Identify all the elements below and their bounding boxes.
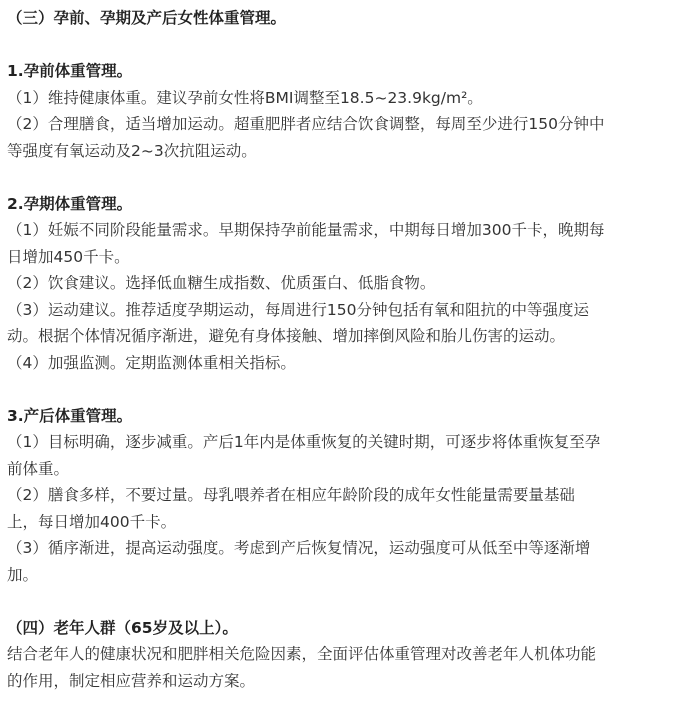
section-3-title: （三）孕前、孕期及产后女性体重管理。	[7, 9, 287, 27]
document-body	[7, 0, 691, 694]
postpartum-item-3-line-1: （3）循序渐进，提高运动强度。考虑到产后恢复情况，运动强度可从低至中等逐渐增	[7, 539, 591, 557]
postpartum-item-1-line-1: （1）目标明确，逐步减重。产后1年内是体重恢复的关键时期，可逐步将体重恢复至孕	[7, 433, 601, 451]
pregnancy-heading: 2.孕期体重管理。	[7, 194, 133, 213]
postpartum-heading: 3.产后体重管理。	[7, 406, 133, 425]
pregnancy-item-2: （2）饮食建议。选择低血糖生成指数、优质蛋白、低脂食物。	[7, 274, 436, 292]
prepregnancy-item-2-line-1: （2）合理膳食，适当增加运动。超重肥胖者应结合饮食调整，每周至少进行150分钟中	[7, 115, 605, 133]
pregnancy-item-4: （4）加强监测。定期监测体重相关指标。	[7, 353, 296, 372]
spacer	[7, 32, 691, 59]
prepregnancy-heading: 1.孕前体重管理。	[7, 62, 133, 80]
postpartum-item-1-line-2: 前体重。	[7, 459, 70, 478]
pregnancy-item-3-line-1: （3）运动建议。推荐适度孕期运动，每周进行150分钟包括有氧和阻抗的中等强度运	[7, 300, 589, 319]
postpartum-item-2-line-1: （2）膳食多样，不要过量。母乳喂养者在相应年龄阶段的成年女性能量需要量基础	[7, 486, 575, 504]
section-4-title: （四）老年人群（65岁及以上）。	[7, 618, 238, 637]
pregnancy-item-1-line-2: 日增加450千卡。	[7, 247, 130, 266]
spacer	[7, 376, 691, 403]
spacer	[7, 588, 691, 615]
elderly-paragraph-line-1: 结合老年人的健康状况和肥胖相关危险因素，全面评估体重管理对改善老年人机体功能	[7, 645, 597, 663]
postpartum-item-3-line-2: 加。	[7, 565, 39, 584]
pregnancy-item-1-line-1: （1）妊娠不同阶段能量需求。早期保持孕前能量需求，中期每日增加300千卡，晚期每	[7, 221, 605, 239]
prepregnancy-item-1: （1）维持健康体重。建议孕前女性将BMI调整至18.5~23.9kg/m²。	[7, 88, 483, 107]
prepregnancy-item-2-line-2: 等强度有氧运动及2~3次抗阻运动。	[7, 141, 257, 160]
pregnancy-item-3-line-2: 动。根据个体情况循序渐进，避免有身体接触、增加摔倒风险和胎儿伤害的运动。	[7, 327, 566, 345]
spacer	[7, 164, 691, 191]
postpartum-item-2-line-2: 上，每日增加400千卡。	[7, 512, 177, 531]
elderly-paragraph-line-2: 的作用，制定相应营养和运动方案。	[7, 671, 256, 690]
